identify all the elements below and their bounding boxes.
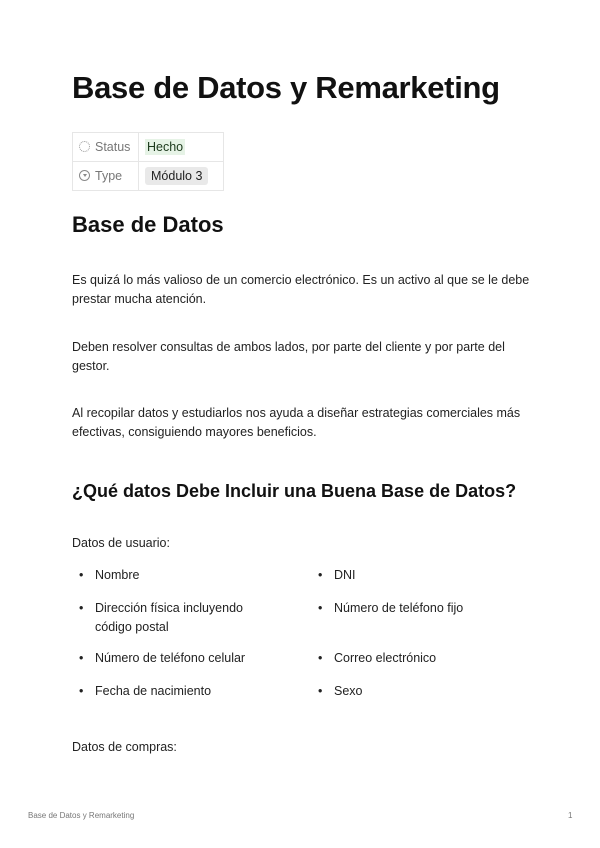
- status-icon: [79, 141, 90, 152]
- property-row-type: [73, 162, 224, 191]
- list-item: • Número de teléfono celular: [95, 649, 270, 668]
- property-row-status: [73, 133, 224, 162]
- list-item: • Sexo: [334, 682, 534, 701]
- list-item: • Fecha de nacimiento: [95, 682, 270, 701]
- paragraph-1: Es quizá lo más valioso de un comercio electrónico. Es un activo al que se le debe prestar mucha atención.: [72, 273, 530, 306]
- paragraph-2: Deben resolver consultas de ambos lados, por parte del cliente y por parte del gestor.: [72, 340, 505, 373]
- property-key-status: [73, 133, 139, 162]
- type-tag: Módulo 3: [145, 167, 208, 185]
- list-item: • Nombre: [95, 566, 270, 585]
- footer-doc-title: Base de Datos y Remarketing: [28, 811, 135, 820]
- section-heading: Base de Datos: [72, 212, 224, 237]
- purchase-data-label: Datos de compras:: [72, 740, 177, 754]
- property-key-type: [73, 162, 139, 191]
- property-key-label: Type: [95, 169, 123, 183]
- list-item: • DNI: [334, 566, 534, 585]
- list-item: • Dirección física incluyendo código postal: [95, 599, 270, 636]
- type-dropdown-icon: [79, 170, 90, 181]
- properties-table: [72, 132, 224, 191]
- property-key-label: Status: [95, 140, 131, 154]
- list-item: • Número de teléfono fijo: [334, 599, 534, 618]
- user-data-label: Datos de usuario:: [72, 536, 170, 550]
- property-value-status: [139, 133, 224, 162]
- property-value-type: [139, 162, 224, 191]
- status-badge: Hecho: [147, 140, 184, 154]
- subheading: ¿Qué datos Debe Incluir una Buena Base de Datos?: [72, 481, 517, 501]
- page-title: Base de Datos y Remarketing: [72, 70, 500, 105]
- list-item: • Correo electrónico: [334, 649, 534, 668]
- footer-page-number: 1: [568, 811, 573, 820]
- paragraph-3: Al recopilar datos y estudiarlos nos ayuda a diseñar estrategias comerciales más efectivas, consiguiendo mayores beneficios.: [72, 406, 521, 439]
